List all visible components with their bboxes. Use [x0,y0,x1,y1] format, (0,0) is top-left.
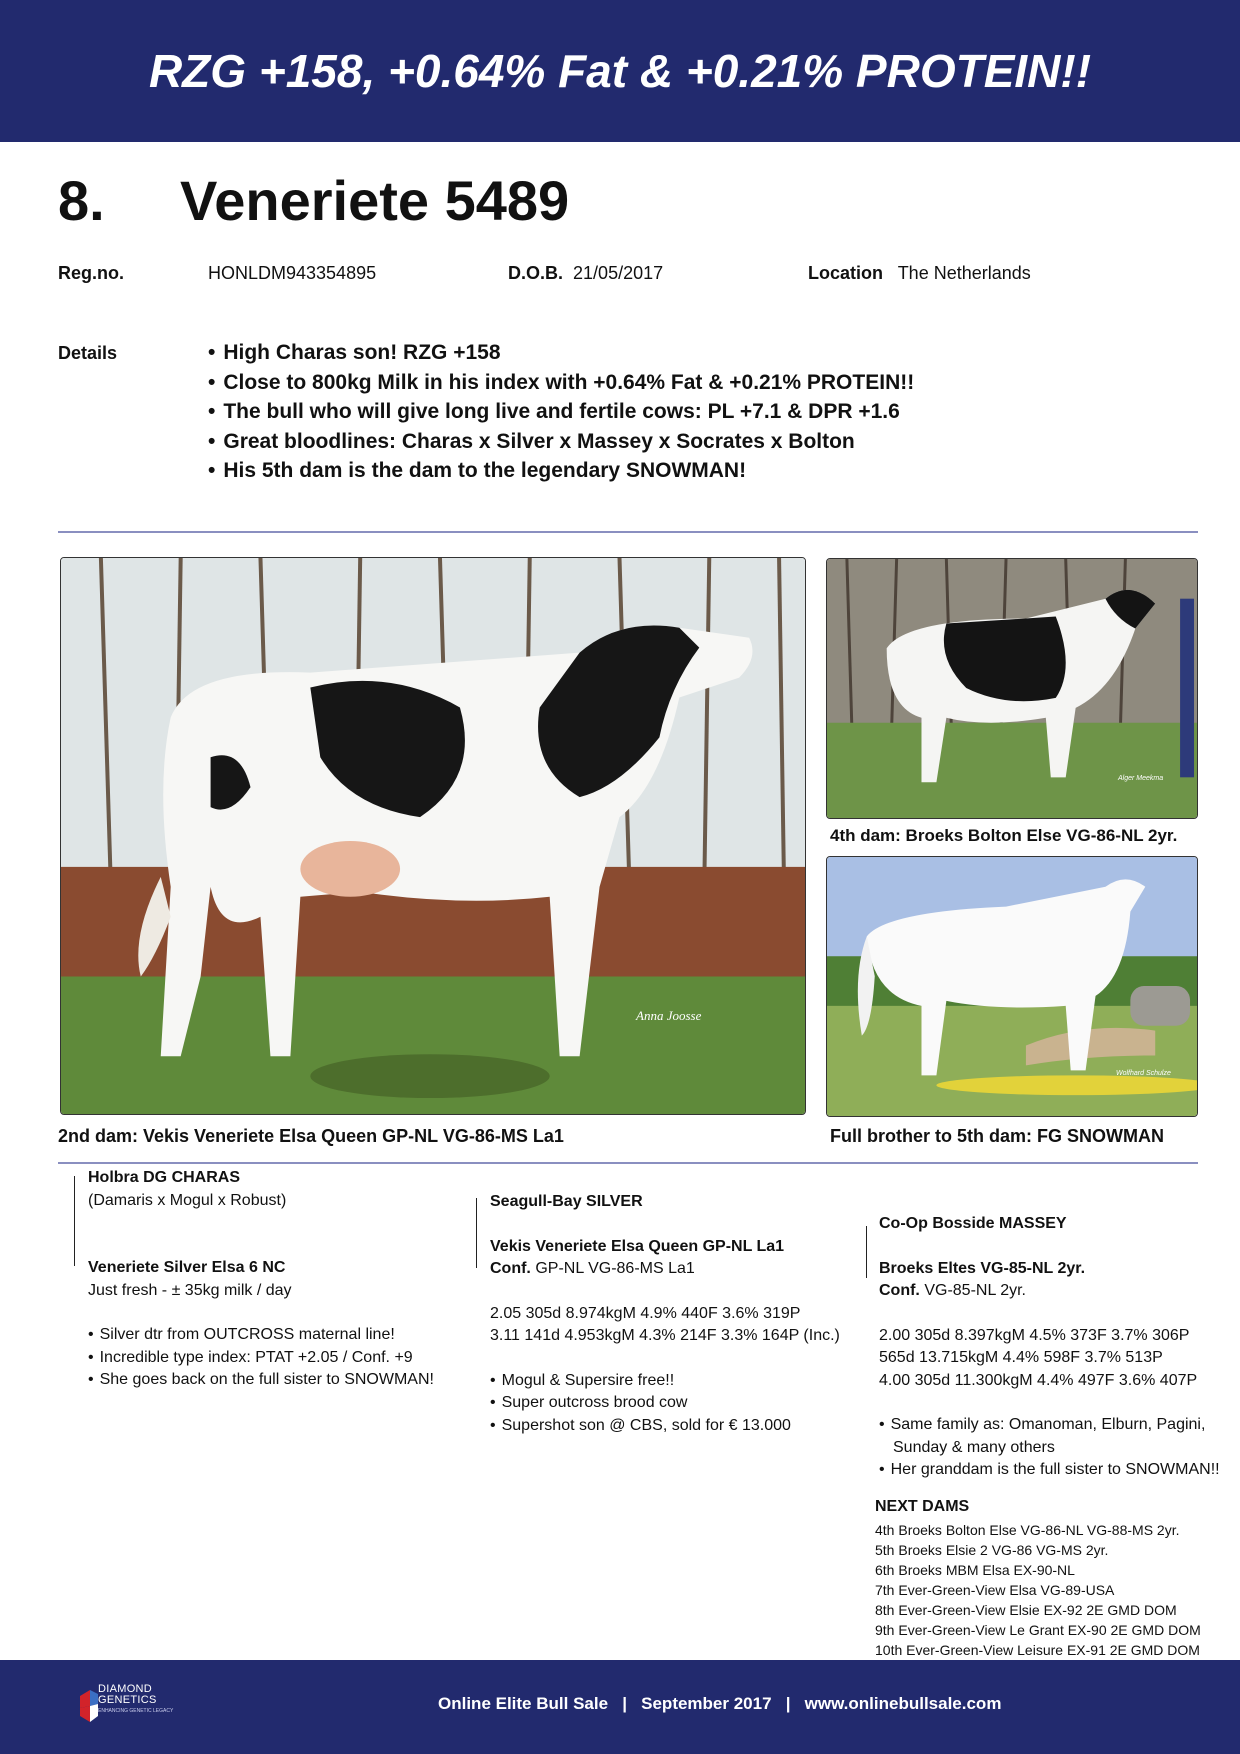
snowman-caption: Full brother to 5th dam: FG SNOWMAN [830,1126,1164,1146]
sire-name: Seagull-Bay SILVER [490,1193,643,1210]
pedigree-bullet: • Her granddam is the full sister to SNOWMAN!! [879,1459,1219,1482]
next-dam-item: 9th Ever-Green-View Le Grant EX-90 2E GMD DOM [875,1622,1201,1638]
pedigree-bullet: • Super outcross brood cow [490,1392,840,1415]
dam-name: Veneriete Silver Elsa 6 NC [88,1259,286,1276]
next-dam-item: 10th Ever-Green-View Leisure EX-91 2E GMD DOM [875,1642,1200,1658]
production-record: 2.05 305d 8.974kgM 4.9% 440F 3.6% 319P [490,1304,801,1322]
details-item: • Great bloodlines: Charas x Silver x Massey x Socrates x Bolton [208,427,914,457]
pedigree-bullet: • Same family as: Omanoman, Elburn, Pagini, Sunday & many others [879,1414,1219,1459]
photo-credit: Alger Meekma [1118,775,1164,782]
sire-name: Co-Op Bosside MASSEY [879,1215,1067,1232]
next-dam-item: 6th Broeks MBM Elsa EX-90-NL [875,1562,1075,1578]
dob: D.O.B. 21/05/2017 [508,263,664,283]
pedigree-col2 [490,1191,840,1437]
next-dams-title: NEXT DAMS [875,1498,970,1515]
pedigree-bullet: • Silver dtr from OUTCROSS maternal line! [88,1324,434,1347]
diamond-logo-icon [80,1690,98,1724]
pedigree-bullet: • Supershot son @ CBS, sold for € 13.000 [490,1415,840,1438]
pedigree-col3 [879,1213,1219,1482]
details-item: • His 5th dam is the dam to the legendary SNOWMAN! [208,456,914,486]
dam-note: Just fresh - ± 35kg milk / day [88,1281,292,1299]
pedigree-bullet: • She goes back on the full sister to SNOWMAN! [88,1369,434,1392]
logo-text: DIAMOND GENETICS [98,1683,157,1706]
header-banner [0,0,1240,142]
main-photo-caption: 2nd dam: Vekis Veneriete Elsa Queen GP-NL VG-86-MS La1 [58,1126,564,1146]
details-item: • Close to 800kg Milk in his index with +0.64% Fat & +0.21% PROTEIN!! [208,368,914,398]
pedigree-col1 [88,1167,434,1392]
bull-name: Veneriete 5489 [180,169,570,232]
dam-conf: Conf. GP-NL VG-86-MS La1 [490,1260,695,1277]
logo-tagline: ENHANCING GENETIC LEGACY [98,1708,174,1714]
pedigree-bracket [74,1176,75,1266]
location: Location The Netherlands [808,263,1031,283]
photo-credit: Anna Joosse [636,1008,702,1023]
sire-name: Holbra DG CHARAS [88,1169,241,1186]
sire-line: (Damaris x Mogul x Robust) [88,1191,287,1209]
diamond-genetics-logo [80,1682,174,1732]
details-item: • High Charas son! RZG +158 [208,338,914,368]
dam-name: Broeks Eltes VG-85-NL 2yr. [879,1259,1086,1277]
details-item: • The bull who will give long live and fertile cows: PL +7.1 & DPR +1.6 [208,397,914,427]
banner-headline: RZG +158, +0.64% Fat & +0.21% PROTEIN!! [148,45,1092,97]
production-record: 3.11 141d 4.953kgM 4.3% 214F 3.3% 164P (Inc.) [490,1327,840,1344]
divider [58,1162,1198,1164]
photo-credit: Wolfhard Schulze [1116,1070,1171,1077]
dam-name: Vekis Veneriete Elsa Queen GP-NL La1 [490,1237,785,1255]
next-dam-item: 8th Ever-Green-View Elsie EX-92 2E GMD DOM [875,1602,1177,1618]
main-photo [60,557,806,1115]
pedigree-bracket [866,1226,867,1278]
production-record: 565d 13.715kgM 4.4% 598F 3.7% 513P [879,1349,1163,1366]
next-dam-item: 7th Ever-Green-View Elsa VG-89-USA [875,1582,1115,1598]
footer-text: Online Elite Bull Sale | September 2017 | www.onlinebullsale.com [438,1694,1002,1713]
production-record: 4.00 305d 11.300kgM 4.4% 497F 3.6% 407P [879,1371,1198,1389]
next-dam-item: 4th Broeks Bolton Else VG-86-NL VG-88-MS 2yr. [875,1522,1180,1538]
details-list [208,338,914,486]
reg-label: Reg.no. [58,263,124,283]
dam-conf: Conf. VG-85-NL 2yr. [879,1282,1026,1299]
next-dams-list [875,1520,1201,1660]
snowman-photo [826,856,1198,1117]
pedigree-bullet: • Incredible type index: PTAT +2.05 / Conf. +9 [88,1347,434,1370]
divider [58,531,1198,533]
pedigree-bullet: • Mogul & Supersire free!! [490,1370,840,1393]
production-record: 2.00 305d 8.397kgM 4.5% 373F 3.7% 306P [879,1326,1190,1344]
pedigree-bracket [476,1198,477,1268]
footer [0,1660,1240,1754]
next-dam-item: 5th Broeks Elsie 2 VG-86 VG-MS 2yr. [875,1542,1109,1558]
fourth-dam-caption: 4th dam: Broeks Bolton Else VG-86-NL 2yr. [830,826,1178,845]
reg-value: HONLDM943354895 [208,263,377,283]
details-label: Details [58,343,118,363]
lot-number: 8. [58,169,105,232]
